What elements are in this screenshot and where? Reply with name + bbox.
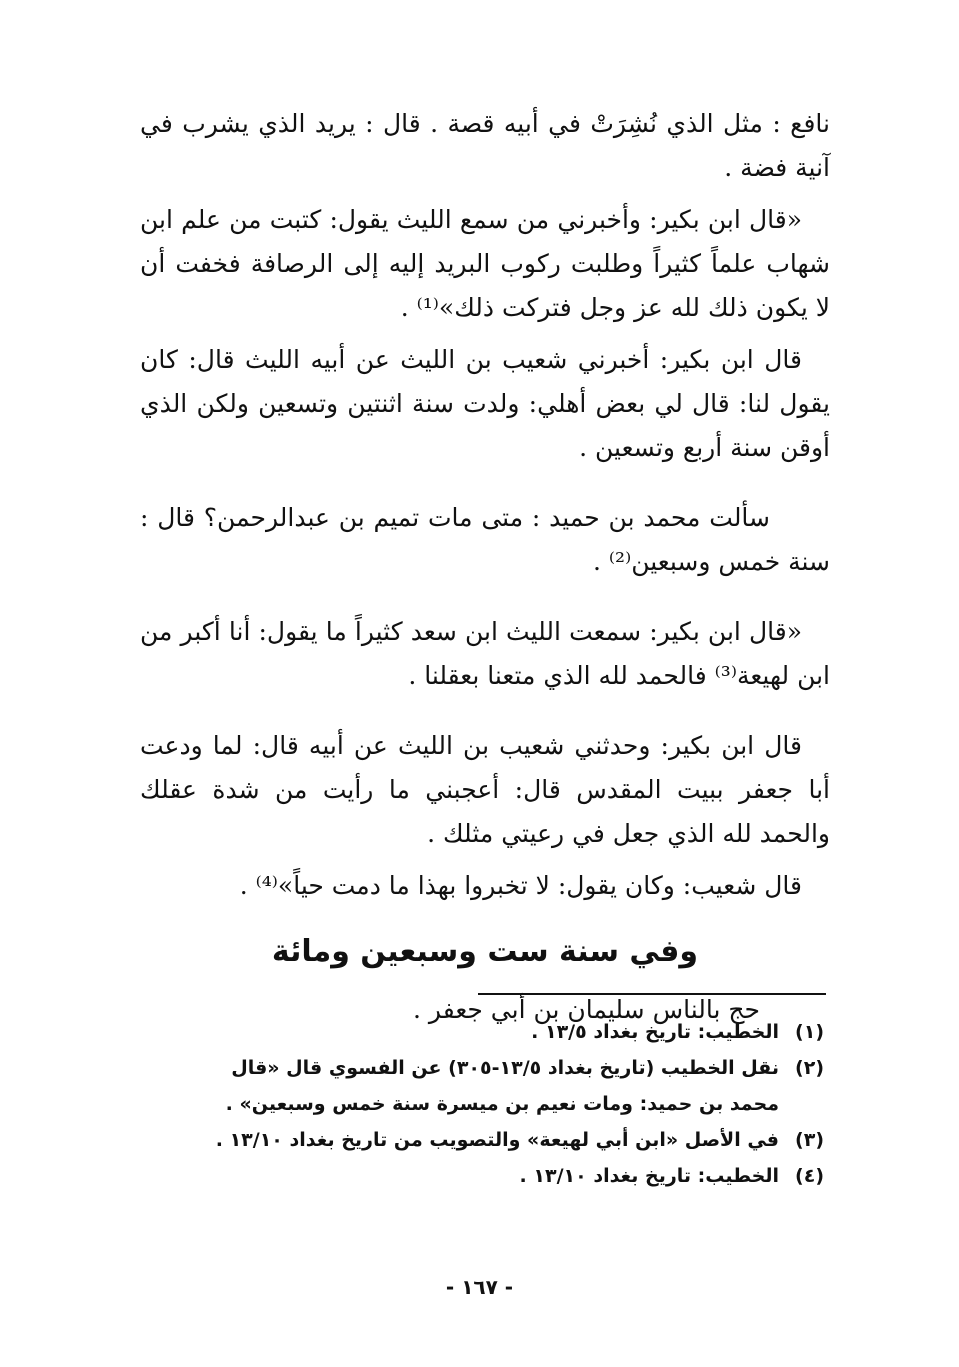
footnote-number: (٣) <box>795 1129 824 1151</box>
footnote-4 <box>184 1158 824 1194</box>
paragraph-after-heading: حج بالناس سليمان بن أبي جعفر . <box>413 995 760 1024</box>
footnotes <box>184 1014 824 1194</box>
paragraph-3: قال ابن بكير: أخبرني شعيب بن الليث عن أبيه الليث قال: كان يقول لنا: قال لي بعض أهلي: ولدت سنة اثنتين وتسعين ولكن الذي أوقن سنة أربع وتسعين . <box>140 345 830 462</box>
footnote-2 <box>184 1050 824 1122</box>
section-heading: وفي سنة ست وسبعين ومائة <box>271 934 699 969</box>
paragraph-7: قال شعيب: وكان يقول: لا تخبروا بهذا ما دمت حياً»⁽⁴⁾ . <box>239 871 802 900</box>
paragraph-5: «قال ابن بكير: سمعت الليث ابن سعد كثيراً ما يقول: أنا أكبر من ابن لهيعة⁽³⁾ فالحمد لله الذي متعنا بعقلنا . <box>140 617 830 690</box>
page-number: - ١٦٧ - <box>445 1275 514 1299</box>
footnote-text: الخطيب: تاريخ بغداد ١٣/١٠ . <box>519 1165 779 1187</box>
footnote-number: (١) <box>795 1021 824 1043</box>
footnote-number: (٤) <box>795 1165 824 1187</box>
footnote-3 <box>184 1122 824 1158</box>
footnote-text: الخطيب: تاريخ بغداد ١٣/٥ . <box>531 1021 779 1043</box>
footnote-text: نقل الخطيب (تاريخ بغداد ١٣/٥-٣٠٥) عن الفسوي قال «قال محمد بن حميد: ومات نعيم بن ميسرة سنة خمس وسبعين» . <box>225 1057 779 1115</box>
paragraph-1: نافع : مثل الذي نُشِرَتْ في أبيه قصة . قال : يريد الذي يشرب في آنية فضة . <box>140 109 830 182</box>
footnote-divider <box>478 993 826 995</box>
paragraph-2: «قال ابن بكير: وأخبرني من سمع الليث يقول: كتبت من علم ابن شهاب علماً كثيراً وطلبت ركوب البريد إليه إلى الرصافة فخفت أن لا يكون ذلك لله عز وجل فتركت ذلك»⁽¹⁾ . <box>140 205 830 322</box>
main-text <box>140 102 830 1032</box>
footnote-number: (٢) <box>795 1057 824 1079</box>
paragraph-4: سألت محمد بن حميد : متى مات تميم بن عبدالرحمن؟ قال : سنة خمس وسبعين⁽²⁾ . <box>140 503 830 576</box>
footnote-1 <box>184 1014 824 1050</box>
paragraph-6: قال ابن بكير: وحدثني شعيب بن الليث عن أبيه قال: لما ودعت أبا جعفر ببيت المقدس قال: أعجبني ما رأيت من شدة عقلك والحمد لله الذي جعل في رعيتي مثلك . <box>140 731 830 848</box>
footnote-text: في الأصل «ابن أبي لهيعة» والتصويب من تاريخ بغداد ١٣/١٠ . <box>215 1129 779 1151</box>
